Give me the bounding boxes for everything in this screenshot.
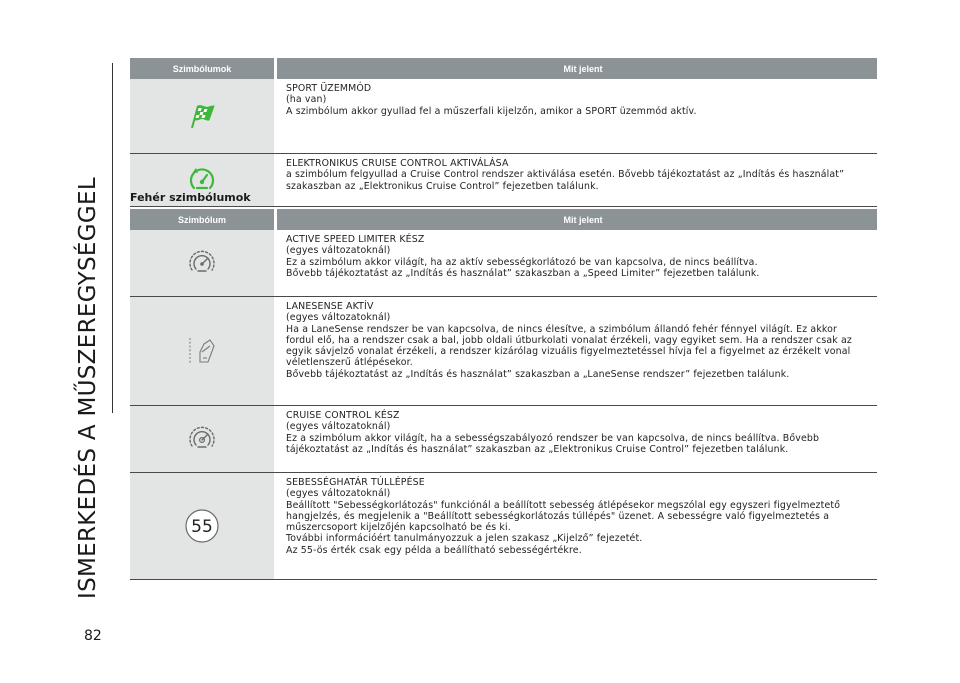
- row-title: CRUISE CONTROL KÉSZ: [286, 410, 400, 421]
- row-title: ELEKTRONIKUS CRUISE CONTROL AKTIVÁLÁSA: [286, 158, 509, 169]
- speed-limiter-icon-cell: [130, 230, 274, 296]
- chapter-title: ISMERKEDÉS A MŰSZEREGYSÉGGEL: [75, 177, 101, 599]
- table-row: [130, 79, 877, 154]
- row-title: ACTIVE SPEED LIMITER KÉSZ: [286, 234, 425, 245]
- table-header: [130, 209, 877, 230]
- header-symbol: Szimbólum: [177, 214, 226, 225]
- header-meaning: Mit jelent: [563, 63, 603, 74]
- lanesense-icon: [186, 334, 218, 368]
- row-title: SPORT ÜZEMMÓD: [286, 83, 372, 94]
- lanesense-icon-cell: [130, 297, 274, 405]
- cruise-ready-icon-cell: [130, 406, 274, 472]
- row-title: LANESENSE AKTÍV: [286, 301, 374, 312]
- header-symbol: Szimbólumok: [172, 63, 232, 74]
- table-row: [130, 406, 877, 473]
- row-description: CRUISE CONTROL KÉSZ (egyes változatoknál) Ez a szimbólum akkor világít, ha a sebességszabályozó rendszer be van kapcsolva, de nincs beállítva. Bővebb tájékoztatást az „Indítás és használat” szakaszban az „Elektronikus Cruise Control” fejezetben találunk.: [274, 406, 877, 472]
- colored-symbols-table: [130, 58, 877, 207]
- cruise-control-ready-icon: [187, 424, 217, 454]
- row-title: SEBESSÉGHATÁR TÚLLÉPÉSE: [286, 477, 425, 488]
- speed-limiter-icon: [187, 248, 217, 278]
- table-row: [130, 473, 877, 580]
- table-row: [130, 297, 877, 406]
- section-title: Fehér szimbólumok: [130, 191, 251, 204]
- table-header: [130, 58, 877, 79]
- table-row: [130, 230, 877, 297]
- sport-flag-icon: [187, 101, 217, 131]
- chapter-divider: [112, 63, 113, 413]
- speed-warning-value: 55: [191, 517, 213, 537]
- speed-warning-icon: [184, 508, 220, 544]
- row-description: SEBESSÉGHATÁR TÚLLÉPÉSE (egyes változatoknál) Beállított "Sebességkorlátozás" funkciónál a beállított sebesség átlépésekor megszólal egy egyszeri figyelmeztető hangjelzés, és megjelenik a "Beállított sebességkorlátozás túllépés" üzenet. A sebességre való figyelmeztetés a műszercsoport kijelzőjén kapcsolható be és ki. További információért tanulmányozzuk a jelen szakasz „Kijelző” fejezetét. Az 55-ös érték csak egy példa a beállítható sebességértékre.: [274, 473, 877, 579]
- row-description: ELEKTRONIKUS CRUISE CONTROL AKTIVÁLÁSA a szimbólum felgyullad a Cruise Control rendszer aktiválása esetén. Bővebb tájékoztatást az „Indítás és használat” szakaszban az „Elektronikus Cruise Control” fejezetben találunk.: [274, 154, 877, 206]
- speed-warning-icon-cell: [130, 473, 274, 579]
- page-number: 82: [84, 628, 102, 644]
- row-description: LANESENSE AKTÍV (egyes változatoknál) Ha a LaneSense rendszer be van kapcsolva, de nincs élesítve, a szimbólum állandó fehér fénnyel világít. Ez akkor fordul elő, ha a rendszer csak a bal, jobb oldali útburkolati vonalat érzékeli, vagy egyiket sem. Ha a rendszer csak az egyik sávjelző vonalat érzékeli, a rendszer kizárólag vizuális figyelmeztetéssel hívja fel a figyelmet az érzékelt vonal véletlenszerű átlépésekor. Bővebb tájékoztatást az „Indítás és használat” szakaszban a „LaneSense rendszer” fejezetben találunk.: [274, 297, 877, 405]
- row-description: ACTIVE SPEED LIMITER KÉSZ (egyes változatoknál) Ez a szimbólum akkor világít, ha az aktív sebességkorlátozó be van kapcsolva, de nincs beállítva. Bővebb tájékoztatást az „Indítás és használat” szakaszban a „Speed Limiter” fejezetben találunk.: [274, 230, 877, 296]
- sport-mode-icon-cell: [130, 79, 274, 153]
- header-meaning: Mit jelent: [563, 214, 603, 225]
- row-description: SPORT ÜZEMMÓD (ha van) A szimbólum akkor gyullad fel a műszerfali kijelzőn, amikor a SPORT üzemmód aktív.: [274, 79, 877, 153]
- white-symbols-table: [130, 209, 877, 580]
